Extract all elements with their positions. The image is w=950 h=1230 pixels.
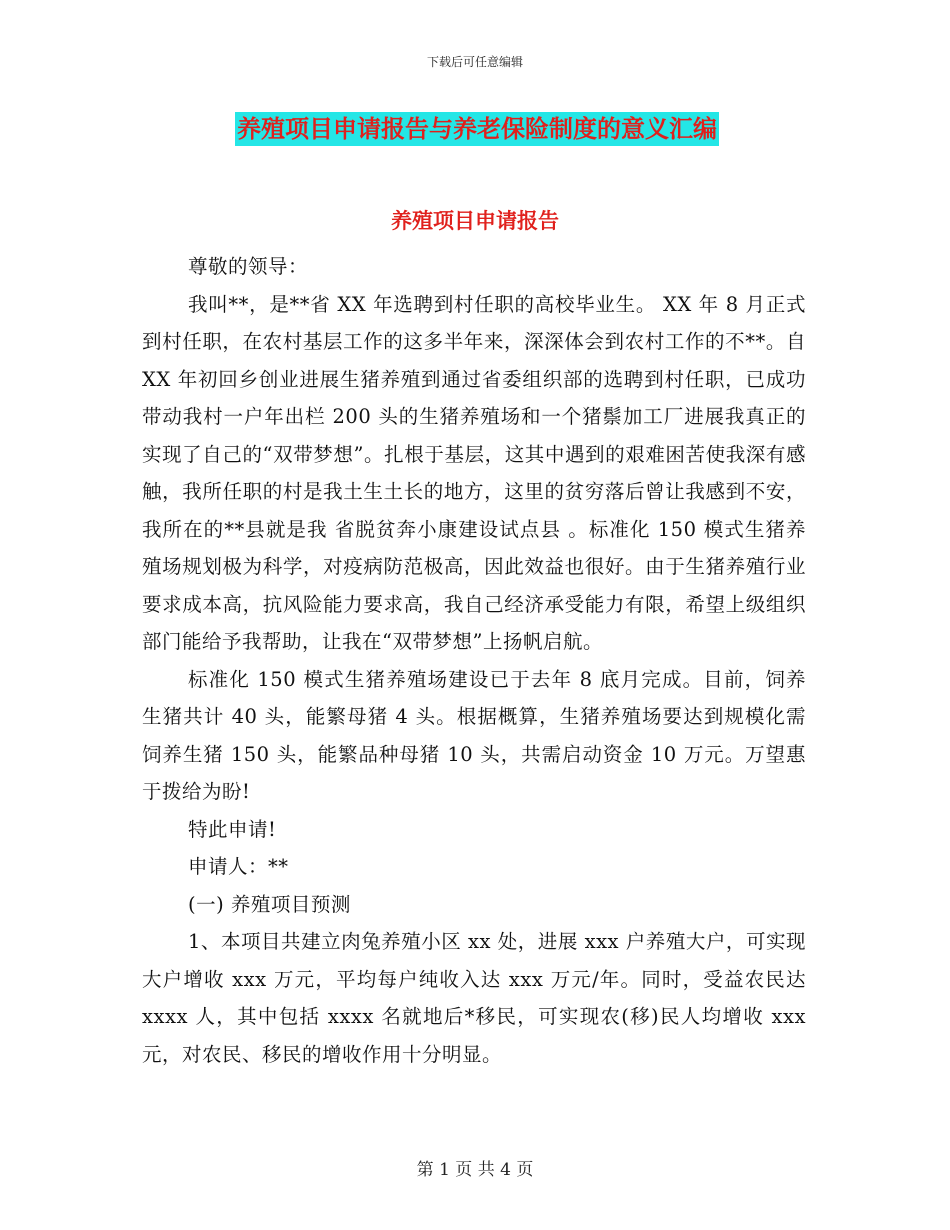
document-title: 养殖项目申请报告与养老保险制度的意义汇编 xyxy=(235,112,719,146)
page-footer: 第 1 页 共 4 页 xyxy=(416,1160,534,1180)
subsection-heading: (一) 养殖项目预测 xyxy=(188,892,351,916)
document-body xyxy=(142,248,806,1073)
header-note: 下载后可任意编辑 xyxy=(426,55,523,69)
paragraph-introduction: 我叫**，是**省 XX 年选聘到村任职的高校毕业生。 XX 年 8 月正式到村任职，在农村基层工作的这多半年来，深深体会到农村工作的不**。自 XX 年初回乡创业进展生猪养殖到通过省委组织部的选聘到村任职，已成功带动我村一户年出栏 200 头的生猪养殖场和一个猪鬃加工厂进展我真正的实现了自己的“双带梦想”。扎根于基层，这其中遇到的艰难困苦使我深有感触，我所任职的村是我土生土长的地方，这里的贫穷落后曾让我感到不安，我所在的**县就是我 省脱贫奔小康建设试点县 。标准化 150 模式生猪养殖场规划极为科学，对疫病防范极高，因此效益也很好。由于生猪养殖行业要求成本高，抗风险能力要求高，我自己经济承受能力有限，希望上级组织部门能给予我帮助，让我在“双带梦想”上扬帆启航。 xyxy=(142,292,806,653)
closing-request: 特此申请! xyxy=(188,817,277,841)
salutation: 尊敬的领导： xyxy=(188,255,309,278)
applicant-line: 申请人：** xyxy=(188,855,289,878)
section-title: 养殖项目申请报告 xyxy=(391,209,559,233)
paragraph-funding: 标准化 150 模式生猪养殖场建设已于去年 8 底月完成。目前，饲养生猪共计 40 头，能繁母猪 4 头。根据概算，生猪养殖场要达到规模化需饲养生猪 150 头，能繁品种母猪 10 头，共需启动资金 10 万元。万望惠于拨给为盼! xyxy=(142,667,806,803)
paragraph-projection: 1、本项目共建立肉兔养殖小区 xx 处，进展 xxx 户养殖大户，可实现大户增收 xxx 万元，平均每户纯收入达 xxx 万元/年。同时，受益农民达 xxxx 人，其中包括 xxxx 名就地后*移民，可实现农(移)民人均增收 xxx 元，对农民、移民的增收作用十分明显。 xyxy=(142,930,806,1066)
